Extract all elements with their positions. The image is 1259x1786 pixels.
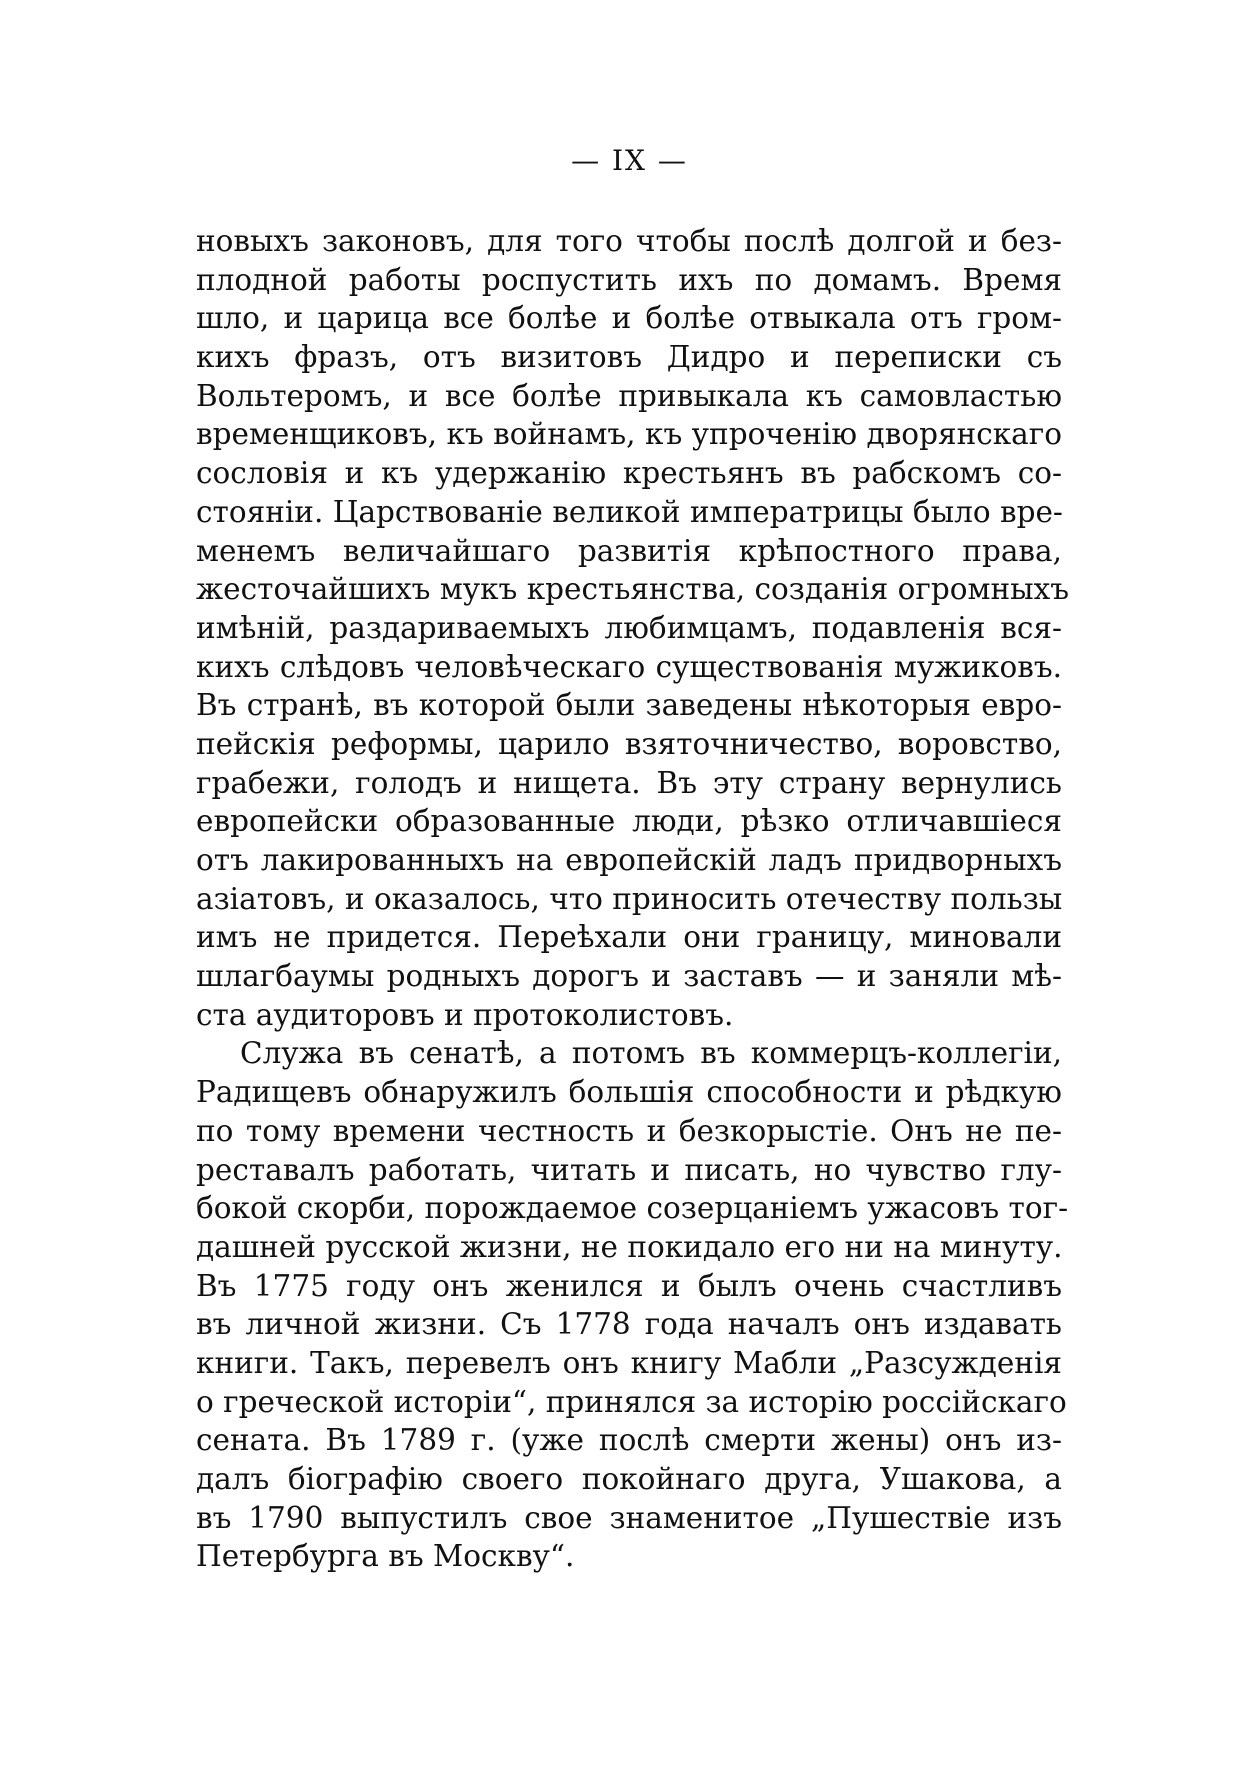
text-line: шло, и царица все болѣе и болѣе отвыкала отъ гром- <box>196 301 1062 336</box>
text-line: кихъ фразъ, отъ визитовъ Дидро и переписки съ <box>196 340 1062 375</box>
text-line: по тому времени честность и безкорыстіе. Онъ не пе- <box>196 1113 1062 1148</box>
text-line: ста аудиторовъ и протоколистовъ. <box>196 997 734 1032</box>
text-line: Служа въ сенатѣ, а потомъ въ коммерцъ-коллегіи, <box>240 1036 1062 1071</box>
body-text <box>196 222 1070 1576</box>
text-line: грабежи, голодъ и нищета. Въ эту страну вернулись <box>196 765 1062 800</box>
text-line: новыхъ законовъ, для того чтобы послѣ долгой и без- <box>196 224 1062 258</box>
text-line: плодной работы роспустить ихъ по домамъ. Время <box>196 262 1062 297</box>
text-line: стояніи. Царствованіе великой императрицы было вре- <box>196 494 1063 529</box>
text-line: сословія и къ удержанію крестьянъ въ рабскомъ со- <box>196 456 1062 491</box>
paragraph-2 <box>196 1034 1069 1576</box>
text-line: реставалъ работать, читать и писать, но чувство глу- <box>196 1152 1062 1187</box>
text-line: имѣній, раздариваемыхъ любимцамъ, подавленія вся- <box>196 610 1062 645</box>
text-line: сената. Въ 1789 г. (уже послѣ смерти жены) онъ из- <box>196 1423 1062 1458</box>
text-line: Въ странѣ, въ которой были заведены нѣкоторыя евро- <box>196 688 1062 723</box>
text-line: кихъ слѣдовъ человѣческаго существованія мужиковъ. <box>196 649 1062 684</box>
text-line: временщиковъ, къ войнамъ, къ упроченію дворянскаго <box>196 417 1062 452</box>
text-line: въ 1790 выпустилъ свое знаменитое „Пушествіе изъ <box>196 1500 1062 1535</box>
text-line: пейскія реформы, царило взяточничество, воровство, <box>196 726 1062 761</box>
paragraph-1 <box>196 222 1070 1034</box>
text-line: Петербурга въ Москву“. <box>196 1539 575 1574</box>
text-line: имъ не придется. Переѣхали они границу, миновали <box>196 920 1062 955</box>
text-line: о греческой исторіи“, принялся за исторію россійскаго <box>196 1384 1067 1419</box>
text-line: азіатовъ, и оказалось, что приносить отечеству пользы <box>196 881 1063 916</box>
text-line: Радищевъ обнаружилъ большія способности и рѣдкую <box>196 1075 1062 1110</box>
text-line: менемъ величайшаго развитія крѣпостного права, <box>196 533 1062 568</box>
text-line: шлагбаумы родныхъ дорогъ и заставъ — и заняли мѣ- <box>196 959 1062 994</box>
text-line: въ личной жизни. Съ 1778 года началъ онъ издавать <box>196 1307 1062 1342</box>
page-number: — IX — <box>571 144 688 177</box>
text-line: отъ лакированныхъ на европейскій ладъ придворныхъ <box>196 843 1062 877</box>
text-line: Вольтеромъ, и все болѣе привыкала къ самовластью <box>196 378 1062 413</box>
text-line: книги. Такъ, перевелъ онъ книгу Мабли „Разсужденія <box>196 1345 1062 1380</box>
text-line: жесточайшихъ мукъ крестьянства, созданія огромныхъ <box>196 572 1070 607</box>
text-line: бокой скорби, порождаемое созерцаніемъ ужасовъ тог- <box>196 1191 1069 1226</box>
text-line: дашней русской жизни, не покидало его ни на минуту. <box>196 1229 1063 1264</box>
text-line: Въ 1775 году онъ женился и былъ очень счастливъ <box>196 1268 1062 1303</box>
text-line: далъ біографію своего покойнаго друга, Ушакова, а <box>196 1462 1062 1496</box>
text-line: европейски образованные люди, рѣзко отличавшіеся <box>196 804 1062 839</box>
